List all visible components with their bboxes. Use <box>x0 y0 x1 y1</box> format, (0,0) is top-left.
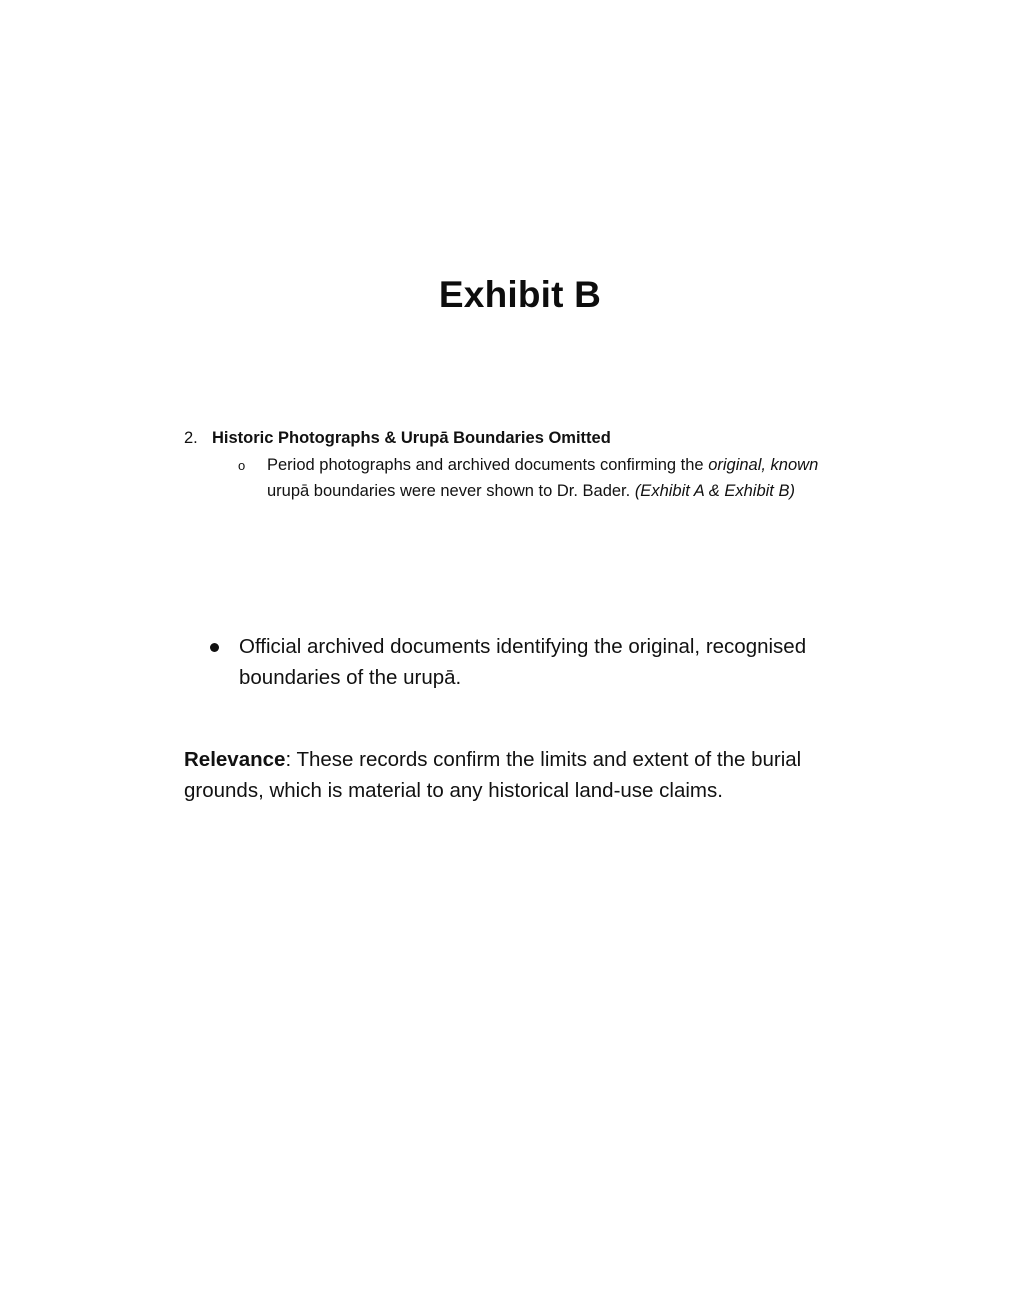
relevance-label: Relevance <box>184 748 286 771</box>
sub-text-italic-2: (Exhibit A & Exhibit B) <box>634 482 795 500</box>
sub-text-italic-1: original, known <box>708 456 819 474</box>
bullet-item-text: Official archived documents identifying the original, recognised boundaries of the urupā. <box>239 635 807 689</box>
sub-text-part-1: Period photographs and archived documents confirming the <box>267 456 709 474</box>
relevance-text: : These records confirm the limits and extent of the burial grounds, which is material to any historical land-use claims. <box>184 748 802 802</box>
sub-list-item-text <box>267 452 832 504</box>
relevance-paragraph <box>184 744 844 806</box>
page-title: Exhibit B <box>438 274 602 315</box>
list-item-heading: Historic Photographs & Urupā Boundaries Omitted <box>212 429 611 447</box>
circle-bullet-icon: o <box>238 458 246 473</box>
bullet-dot-icon <box>210 643 219 652</box>
sub-text-part-2: urupā boundaries were never shown to Dr. Bader. <box>267 482 635 500</box>
list-number: 2. <box>184 429 198 447</box>
